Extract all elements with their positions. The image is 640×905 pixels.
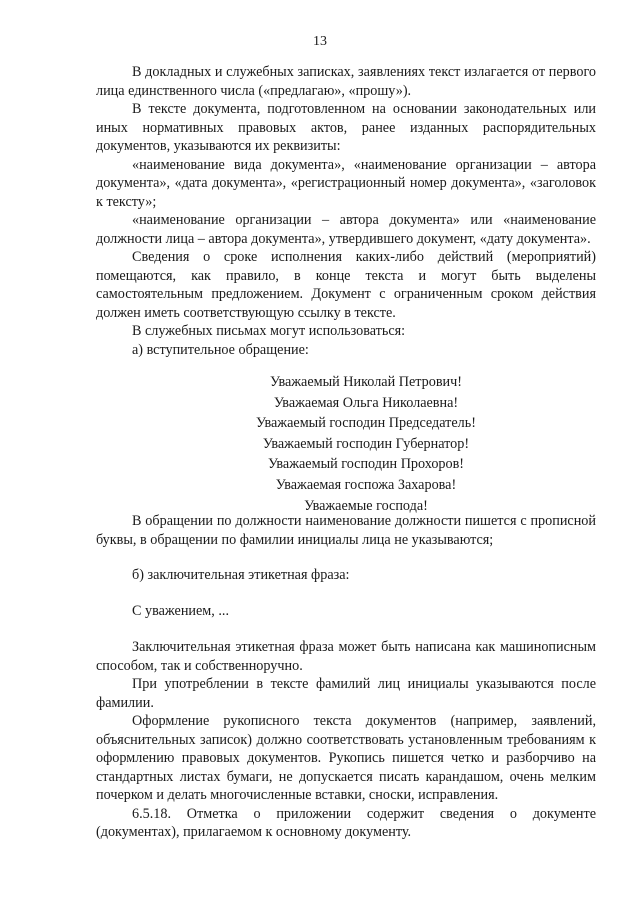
address-note [96,512,596,549]
paragraph: «наименование вида документа», «наименование организации – автора документа», «дата документа», «регистрационный номер документа», «заголовок к тексту»; [96,156,596,210]
paragraph: В служебных письмах могут использоваться: [132,323,406,339]
salutation-line: Уважаемый господин Председатель! [256,415,476,432]
paragraph: При употреблении в тексте фамилий лиц инициалы указываются после фамилии. [96,676,596,711]
salutation-line: Уважаемая Ольга Николаевна! [273,394,459,411]
page-number: 13 [313,34,327,49]
salutation-list [96,372,596,516]
salutation-line: Уважаемый господин Прохоров! [267,456,465,473]
paragraph: В докладных и служебных записках, заявлениях текст излагается от первого лица единственного числа («предлагаю», «прошу»). [96,64,596,99]
paragraph: С уважением, ... [132,603,230,619]
paragraph: Сведения о сроке исполнения каких-либо действий (мероприятий) помещаются, как правило, в конце текста и могут быть выделены самостоятельным предложением. Документ с ограниченным сроком действия должен иметь соответствующую ссылку в тексте. [96,249,596,321]
paragraph: 6.5.18. Отметка о приложении содержит сведения о документе (документах), прилагаемом к основному документу. [96,805,596,840]
paragraph: Заключительная этикетная фраза может быть написана как машинописным способом, так и собственноручно. [96,639,596,674]
salutation-line: Уважаемый Николай Петрович! [270,374,462,390]
salutation-line: Уважаемая госпожа Захарова! [275,476,457,493]
paragraph: «наименование организации – автора документа» или «наименование должности лица – автора документа», утвердившего документ, «дату документа». [96,212,596,247]
closing-label [96,566,596,585]
salutation-line: Уважаемые господа! [304,497,428,514]
paragraph: б) заключительная этикетная фраза: [132,567,350,583]
bottom-text-block [96,638,596,842]
paragraph: а) вступительное обращение: [132,341,309,358]
paragraph: В обращении по должности наименование должности пишется с прописной буквы, в обращении по фамилии инициалы лица не указываются; [96,513,596,548]
top-text-block [96,63,596,359]
salutation-line: Уважаемый господин Губернатор! [262,435,470,452]
paragraph: Оформление рукописного текста документов (например, заявлений, объяснительных записок) должно соответствовать установленным требованиям к оформлению правовых документов. Рукопись пишется четко и разборчиво на стандартных листах бумаги, не допускается писать карандашом, очень мелким почерком и делать многочисленные вставки, сноски, исправления. [96,713,596,803]
paragraph: В тексте документа, подготовленном на основании законодательных или иных нормативных правовых актов, ранее изданных распорядительных документов, указываются их реквизиты: [96,101,596,154]
closing-example [96,602,596,621]
